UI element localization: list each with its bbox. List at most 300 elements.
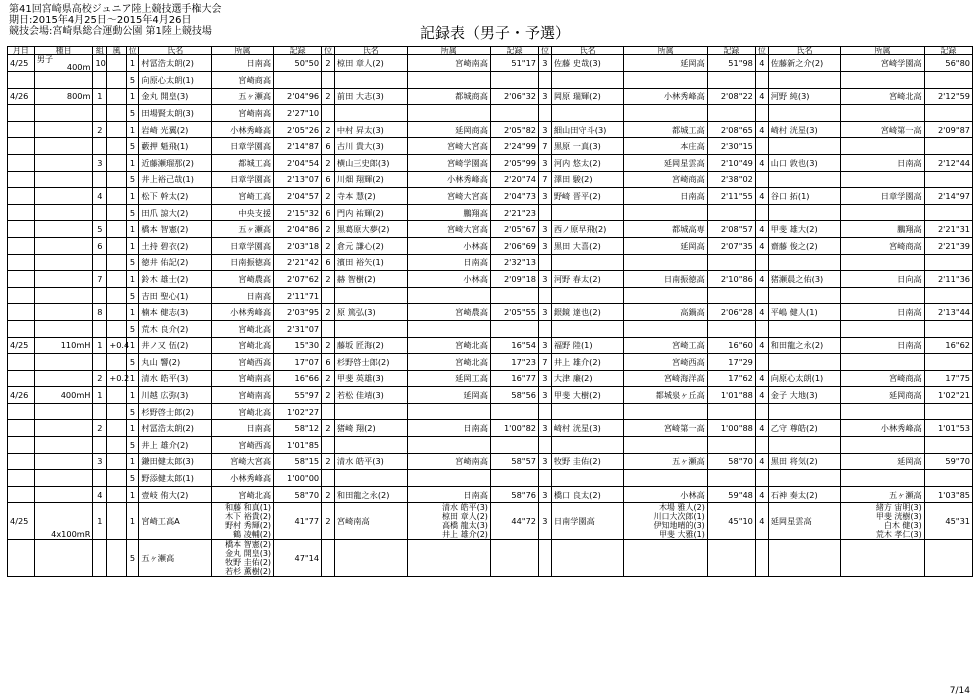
header-row xyxy=(8,47,973,55)
record-value: 58"12 xyxy=(274,420,322,437)
team-members xyxy=(212,540,274,577)
athlete-name: 椋田 章人(2) xyxy=(334,55,407,72)
place-cell xyxy=(755,105,768,122)
place-cell: 7 xyxy=(539,354,552,371)
heat-cell: 5 xyxy=(93,221,107,238)
record-value: 2'10"86 xyxy=(707,271,755,288)
school-name: 鵬翔高 xyxy=(841,221,924,238)
wind-cell xyxy=(107,138,126,155)
heat-cell xyxy=(93,171,107,188)
record-value xyxy=(707,105,755,122)
athlete-name xyxy=(768,320,841,337)
record-value: 2'10"49 xyxy=(707,154,755,171)
athlete-name: 乙守 尊皓(2) xyxy=(768,420,841,437)
place-cell: 4 xyxy=(755,486,768,503)
wind-cell xyxy=(107,154,126,171)
event-cell: 110mH xyxy=(34,337,93,354)
record-value: 16"62 xyxy=(924,337,972,354)
heat-cell xyxy=(93,354,107,371)
record-value: 2'04"54 xyxy=(274,154,322,171)
place-cell: 1 xyxy=(126,503,139,540)
place-cell: 3 xyxy=(539,503,552,540)
athlete-name: 土持 碧衣(2) xyxy=(139,237,212,254)
wind-cell xyxy=(107,271,126,288)
athlete-name xyxy=(551,403,624,420)
team-members xyxy=(212,503,274,540)
place-cell: 2 xyxy=(322,154,335,171)
school-name: 日南高 xyxy=(407,420,490,437)
athlete-name: 石神 奏太(2) xyxy=(768,486,841,503)
place-cell: 6 xyxy=(322,354,335,371)
record-value xyxy=(490,470,538,487)
place-cell xyxy=(755,287,768,304)
wind-cell xyxy=(107,403,126,420)
athlete-name xyxy=(551,204,624,221)
wind-cell xyxy=(107,387,126,404)
record-value: 45"31 xyxy=(924,503,972,540)
athlete-name: 猪崎 翔(2) xyxy=(334,420,407,437)
place-cell: 1 xyxy=(126,188,139,205)
record-value: 45"10 xyxy=(707,503,755,540)
record-value xyxy=(924,403,972,420)
record-value: 2'08"57 xyxy=(707,221,755,238)
date-cell: 4/26 xyxy=(8,387,35,404)
event-cell xyxy=(34,287,93,304)
school-name: 宮崎商高 xyxy=(212,72,274,89)
record-value: 2'21"39 xyxy=(924,237,972,254)
record-value: 17"07 xyxy=(274,354,322,371)
place-cell: 6 xyxy=(322,204,335,221)
date-cell xyxy=(8,204,35,221)
place-cell: 2 xyxy=(322,370,335,387)
relay-row xyxy=(8,503,973,540)
event-cell: 4x100mR xyxy=(34,503,93,540)
athlete-name: 村冨浩太朗(2) xyxy=(139,55,212,72)
record-value: 2'03"95 xyxy=(274,304,322,321)
school-name xyxy=(407,72,490,89)
school-name: 都城高専 xyxy=(624,221,707,238)
heat-cell xyxy=(93,204,107,221)
record-value xyxy=(490,320,538,337)
athlete-name: 甲斐 大樹(2) xyxy=(551,387,624,404)
place-cell: 3 xyxy=(539,420,552,437)
page-title: 記録表（男子・予選） xyxy=(420,24,571,42)
school-name: 日南振徳高 xyxy=(212,254,274,271)
record-value: 2'27"10 xyxy=(274,105,322,122)
date-cell xyxy=(8,188,35,205)
date-cell xyxy=(8,354,35,371)
record-value: 59"48 xyxy=(707,486,755,503)
record-value xyxy=(924,171,972,188)
place-cell xyxy=(539,403,552,420)
record-value: 58"76 xyxy=(490,486,538,503)
wind-cell xyxy=(107,540,126,577)
school-name: 宮崎第一高 xyxy=(624,420,707,437)
place-cell: 3 xyxy=(539,271,552,288)
wind-cell: +0.2 xyxy=(107,370,126,387)
place-cell: 6 xyxy=(322,138,335,155)
record-value xyxy=(707,254,755,271)
event-cell xyxy=(34,470,93,487)
table-row xyxy=(8,55,973,72)
member-name: 荒木 孝仁(3) xyxy=(875,530,922,540)
record-value: 1'03"85 xyxy=(924,486,972,503)
date-cell: 4/25 xyxy=(8,503,35,540)
school-name: 宮崎第一高 xyxy=(841,121,924,138)
athlete-name: 野添健太郎(1) xyxy=(139,470,212,487)
empty-cell xyxy=(755,540,768,577)
heat-cell xyxy=(93,254,107,271)
page-number: 7/14 xyxy=(949,686,970,696)
results-table xyxy=(7,46,973,577)
column-header: 所属 xyxy=(841,47,924,55)
member-name: 伊知地晴的(3) xyxy=(653,521,705,531)
member-name: 和藤 和真(1) xyxy=(225,503,272,513)
column-header: 記録 xyxy=(274,47,322,55)
record-value xyxy=(707,204,755,221)
table-row xyxy=(8,370,973,387)
record-value: 58"70 xyxy=(707,453,755,470)
table-row xyxy=(8,171,973,188)
place-cell xyxy=(755,470,768,487)
record-value: 58"56 xyxy=(490,387,538,404)
school-name: 日南高 xyxy=(841,304,924,321)
athlete-name: 清水 皓平(3) xyxy=(334,453,407,470)
place-cell: 4 xyxy=(755,221,768,238)
athlete-name xyxy=(551,437,624,454)
school-name: 日南高 xyxy=(407,254,490,271)
school-name: 日南高 xyxy=(212,287,274,304)
athlete-name xyxy=(768,105,841,122)
athlete-name: 黒田 将気(2) xyxy=(768,453,841,470)
athlete-name: 井上 雄介(2) xyxy=(139,437,212,454)
school-name xyxy=(624,287,707,304)
school-name: 宮崎海洋高 xyxy=(624,370,707,387)
school-name: 宮崎学園高 xyxy=(841,55,924,72)
athlete-name: 村冨浩太朗(2) xyxy=(139,420,212,437)
empty-cell xyxy=(539,540,552,577)
heat-cell xyxy=(93,403,107,420)
record-value: 58"70 xyxy=(274,486,322,503)
school-name: 宮崎南高 xyxy=(212,105,274,122)
record-value: 2'06"28 xyxy=(707,304,755,321)
heat-cell: 8 xyxy=(93,304,107,321)
heat-cell xyxy=(93,540,107,577)
athlete-name: 濱田 裕矢(1) xyxy=(334,254,407,271)
athlete-name xyxy=(334,287,407,304)
athlete-name: 崎村 洸星(3) xyxy=(551,420,624,437)
school-name: 日南高 xyxy=(407,486,490,503)
record-value xyxy=(274,72,322,89)
place-cell: 3 xyxy=(539,453,552,470)
table-row xyxy=(8,437,973,454)
record-value: 2'06"32 xyxy=(490,88,538,105)
record-value xyxy=(707,320,755,337)
date-cell xyxy=(8,470,35,487)
place-cell: 5 xyxy=(126,320,139,337)
school-name: 日南振徳高 xyxy=(624,271,707,288)
school-name: 宮崎南高 xyxy=(407,55,490,72)
school-name: 延岡工高 xyxy=(407,370,490,387)
place-cell: 5 xyxy=(126,105,139,122)
athlete-name: 銀鏡 達也(2) xyxy=(551,304,624,321)
record-value: 2'12"44 xyxy=(924,154,972,171)
school-name xyxy=(841,354,924,371)
record-value: 2'21"23 xyxy=(490,204,538,221)
place-cell: 2 xyxy=(322,271,335,288)
athlete-name: 甲斐 英雄(3) xyxy=(334,370,407,387)
record-value: 2'31"07 xyxy=(274,320,322,337)
school-name: 日章学園高 xyxy=(212,237,274,254)
event-cell xyxy=(34,254,93,271)
event-cell xyxy=(34,420,93,437)
school-name: 中央支援 xyxy=(212,204,274,221)
athlete-name xyxy=(768,254,841,271)
record-value: 2'14"97 xyxy=(924,188,972,205)
column-header: 氏名 xyxy=(334,47,407,55)
place-cell: 1 xyxy=(126,420,139,437)
event-cell xyxy=(34,237,93,254)
place-cell: 3 xyxy=(539,387,552,404)
school-name: 宮崎南高 xyxy=(212,370,274,387)
record-value: 59"70 xyxy=(924,453,972,470)
member-name: 野村 秀輝(2) xyxy=(225,521,272,531)
wind-cell xyxy=(107,221,126,238)
heat-cell: 3 xyxy=(93,154,107,171)
school-name xyxy=(841,105,924,122)
place-cell xyxy=(755,204,768,221)
member-name: 井上 雄介(2) xyxy=(442,530,488,540)
table-row xyxy=(8,72,973,89)
school-name: 小林秀峰高 xyxy=(212,304,274,321)
record-value xyxy=(490,437,538,454)
place-cell xyxy=(322,320,335,337)
athlete-name: 和田龍之永(2) xyxy=(768,337,841,354)
date-cell xyxy=(8,370,35,387)
table-row xyxy=(8,354,973,371)
event-cell xyxy=(34,271,93,288)
table-row xyxy=(8,486,973,503)
table-row xyxy=(8,121,973,138)
place-cell xyxy=(322,403,335,420)
place-cell xyxy=(755,171,768,188)
place-cell: 3 xyxy=(539,121,552,138)
school-name: 小林秀峰高 xyxy=(212,470,274,487)
place-cell: 7 xyxy=(539,171,552,188)
place-cell: 4 xyxy=(755,237,768,254)
athlete-name: 西ノ原早飛(2) xyxy=(551,221,624,238)
athlete-name: 崎村 洸星(3) xyxy=(768,121,841,138)
athlete-name: 吉田 聖心(1) xyxy=(139,287,212,304)
athlete-name: 甲斐 雄大(2) xyxy=(768,221,841,238)
heat-cell: 1 xyxy=(93,337,107,354)
event-cell: 400mH xyxy=(34,387,93,404)
school-name: 鵬翔高 xyxy=(407,204,490,221)
wind-cell xyxy=(107,320,126,337)
school-name: 宮崎南高 xyxy=(212,387,274,404)
school-name: 宮崎西高 xyxy=(212,354,274,371)
place-cell: 3 xyxy=(539,221,552,238)
school-name: 延岡高 xyxy=(407,387,490,404)
school-name: 都城工高 xyxy=(624,121,707,138)
wind-cell xyxy=(107,354,126,371)
athlete-name xyxy=(334,105,407,122)
athlete-name: 鈴木 雄士(2) xyxy=(139,271,212,288)
place-cell: 2 xyxy=(322,304,335,321)
place-cell: 5 xyxy=(126,204,139,221)
heat-cell: 7 xyxy=(93,271,107,288)
member-name: 高橋 龍太(3) xyxy=(442,521,488,531)
athlete-name: 河内 悠太(2) xyxy=(551,154,624,171)
place-cell: 2 xyxy=(322,237,335,254)
record-value: 1'01"88 xyxy=(707,387,755,404)
event-cell xyxy=(34,121,93,138)
place-cell: 2 xyxy=(322,55,335,72)
school-name xyxy=(407,470,490,487)
date-cell xyxy=(8,453,35,470)
athlete-name: 黒田 大喜(2) xyxy=(551,237,624,254)
school-name xyxy=(624,72,707,89)
place-cell: 5 xyxy=(126,254,139,271)
place-cell xyxy=(539,254,552,271)
athlete-name xyxy=(551,287,624,304)
date-cell xyxy=(8,320,35,337)
heat-cell xyxy=(93,138,107,155)
table-row xyxy=(8,320,973,337)
wind-cell xyxy=(107,470,126,487)
school-name: 日南高 xyxy=(212,55,274,72)
school-name xyxy=(841,204,924,221)
heat-cell xyxy=(93,72,107,89)
wind-cell xyxy=(107,121,126,138)
record-value xyxy=(924,254,972,271)
school-name: 五ヶ瀬高 xyxy=(212,221,274,238)
record-value: 56"80 xyxy=(924,55,972,72)
place-cell: 1 xyxy=(126,271,139,288)
event-cell: 男子 400m xyxy=(34,55,93,72)
school-name: 小林高 xyxy=(407,237,490,254)
place-cell: 1 xyxy=(126,453,139,470)
athlete-name: 田場賢太朗(3) xyxy=(139,105,212,122)
place-cell: 4 xyxy=(755,55,768,72)
member-name: 橋本 智憲(2) xyxy=(225,540,272,550)
school-name xyxy=(841,254,924,271)
school-name: 宮崎農高 xyxy=(212,271,274,288)
school-name: 宮崎北高 xyxy=(212,337,274,354)
athlete-name: 井上裕己哉(1) xyxy=(139,171,212,188)
event-cell xyxy=(34,171,93,188)
member-name: 木場 雅人(2) xyxy=(658,503,705,513)
place-cell: 4 xyxy=(755,188,768,205)
athlete-name: 和田龍之永(2) xyxy=(334,486,407,503)
athlete-name xyxy=(768,287,841,304)
place-cell: 4 xyxy=(755,453,768,470)
column-header: 風 xyxy=(107,47,126,55)
date-cell xyxy=(8,486,35,503)
table-row xyxy=(8,221,973,238)
athlete-name: 中村 昇太(3) xyxy=(334,121,407,138)
place-cell: 5 xyxy=(126,138,139,155)
record-value: 2'09"18 xyxy=(490,271,538,288)
athlete-name: 向原心太朗(1) xyxy=(768,370,841,387)
wind-cell xyxy=(107,437,126,454)
record-value: 2'32"13 xyxy=(490,254,538,271)
event-cell: 800m xyxy=(34,88,93,105)
athlete-name xyxy=(334,470,407,487)
athlete-name: 河野 春太(2) xyxy=(551,271,624,288)
empty-cell xyxy=(624,540,707,577)
empty-cell xyxy=(768,540,841,577)
record-value: 15"30 xyxy=(274,337,322,354)
school-name xyxy=(407,105,490,122)
place-cell: 7 xyxy=(539,138,552,155)
record-value: 50"50 xyxy=(274,55,322,72)
school-name: 小林秀峰高 xyxy=(407,171,490,188)
wind-cell xyxy=(107,105,126,122)
wind-cell: +0.4 xyxy=(107,337,126,354)
event-cell xyxy=(34,453,93,470)
member-name: 川口大次郎(1) xyxy=(653,512,705,522)
school-name: 宮崎工高 xyxy=(624,337,707,354)
record-value: 2'11"55 xyxy=(707,188,755,205)
place-cell: 5 xyxy=(126,403,139,420)
school-name: 日章学園高 xyxy=(841,188,924,205)
date-cell xyxy=(8,540,35,577)
table-row xyxy=(8,204,973,221)
heat-cell: 2 xyxy=(93,121,107,138)
athlete-name: 齋藤 俊之(2) xyxy=(768,237,841,254)
school-name: 宮崎南高 xyxy=(407,453,490,470)
record-value: 44"72 xyxy=(490,503,538,540)
place-cell xyxy=(755,437,768,454)
record-value xyxy=(924,138,972,155)
place-cell: 2 xyxy=(322,337,335,354)
athlete-name: 寺本 慧(2) xyxy=(334,188,407,205)
heat-cell: 4 xyxy=(93,188,107,205)
school-name: 小林高 xyxy=(624,486,707,503)
wind-cell xyxy=(107,72,126,89)
school-name xyxy=(841,72,924,89)
school-name: 宮崎北高 xyxy=(212,403,274,420)
event-cell xyxy=(34,204,93,221)
place-cell xyxy=(539,287,552,304)
date-cell xyxy=(8,420,35,437)
heat-cell xyxy=(93,470,107,487)
school-name: 宮崎西高 xyxy=(212,437,274,454)
column-header: 種目 xyxy=(34,47,93,55)
record-value xyxy=(707,403,755,420)
athlete-name: 河野 純(3) xyxy=(768,88,841,105)
place-cell xyxy=(539,72,552,89)
record-value: 51"98 xyxy=(707,55,755,72)
athlete-name xyxy=(768,470,841,487)
athlete-name: 川越 広弥(3) xyxy=(139,387,212,404)
school-name xyxy=(624,437,707,454)
place-cell xyxy=(539,105,552,122)
member-name: 甲斐 大雅(1) xyxy=(658,530,705,540)
date-cell xyxy=(8,121,35,138)
athlete-name xyxy=(768,403,841,420)
date-cell: 4/25 xyxy=(8,337,35,354)
column-header: 位 xyxy=(755,47,768,55)
heat-cell: 2 xyxy=(93,370,107,387)
place-cell: 2 xyxy=(322,121,335,138)
athlete-name: 福野 陸(1) xyxy=(551,337,624,354)
event-cell xyxy=(34,354,93,371)
athlete-name: 大津 廉(2) xyxy=(551,370,624,387)
athlete-name: 藪押 魁飛(1) xyxy=(139,138,212,155)
place-cell: 3 xyxy=(539,188,552,205)
